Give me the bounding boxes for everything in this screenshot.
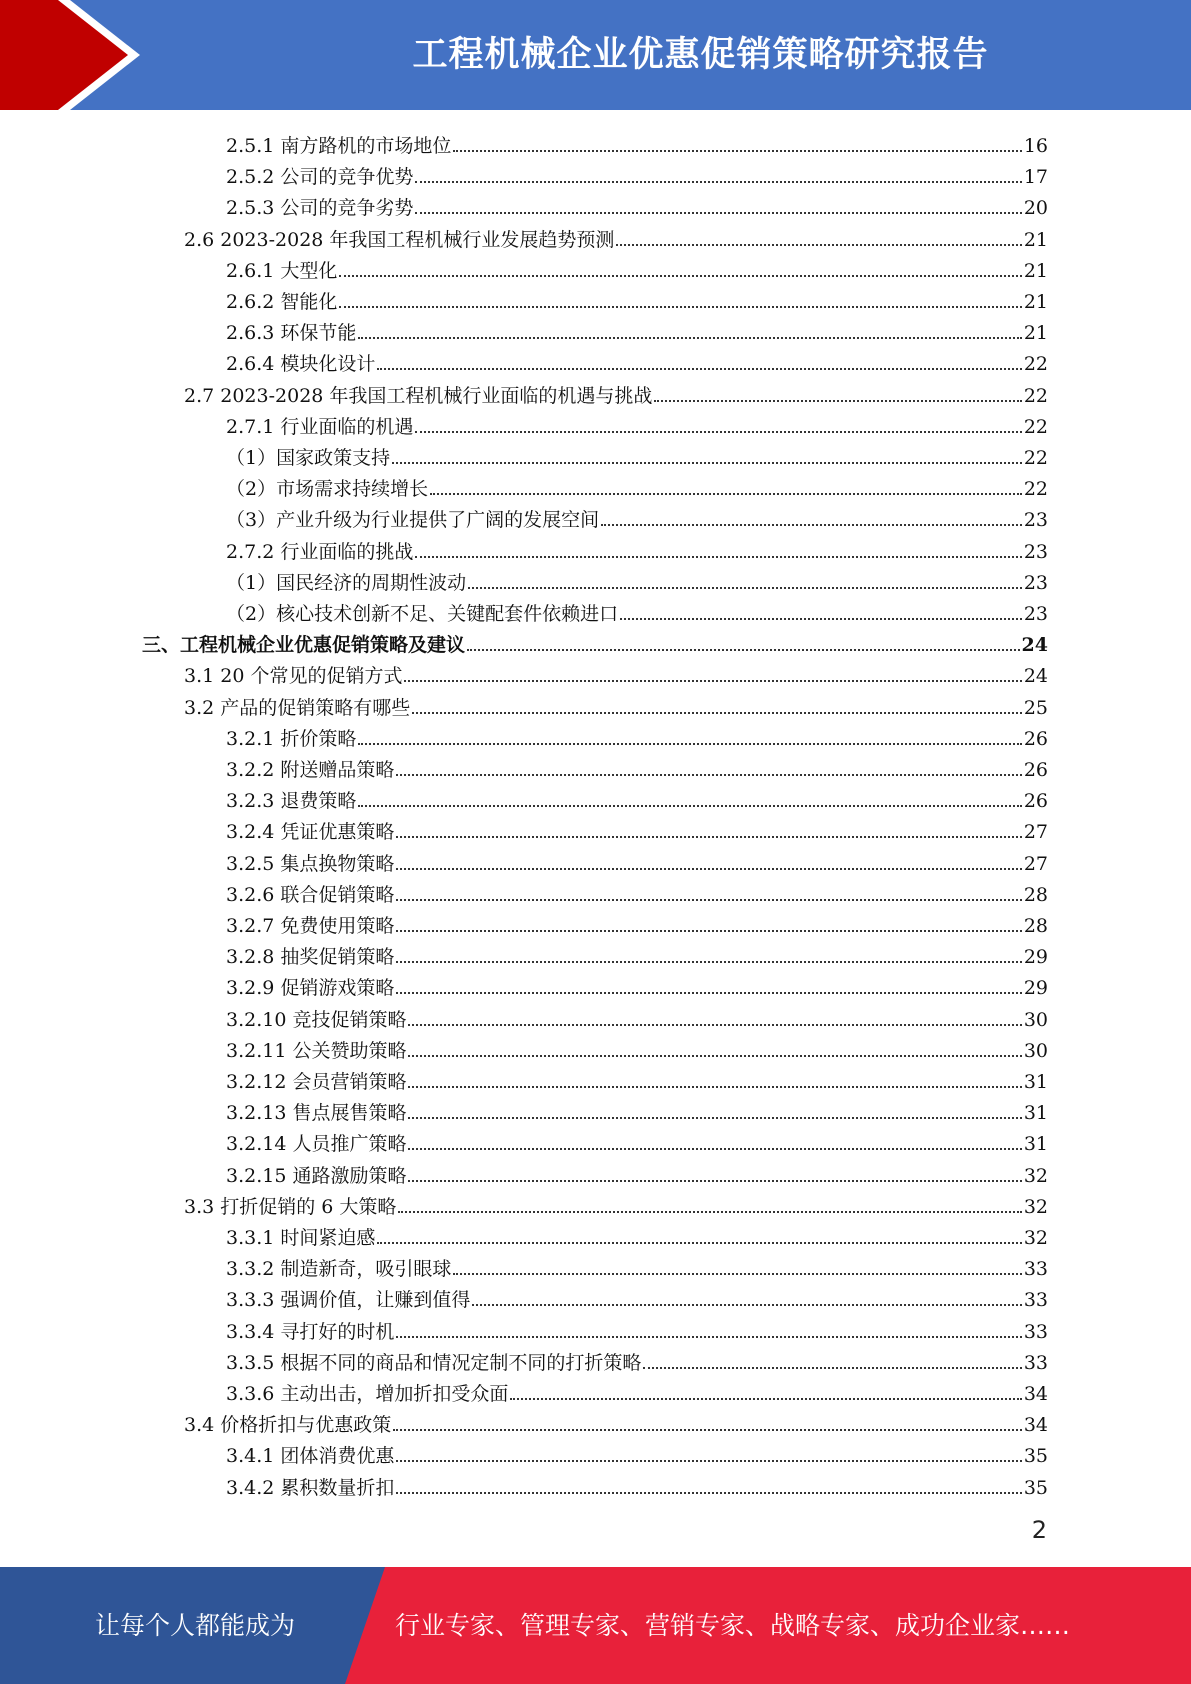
toc-entry-label: 3.2.5 集点换物策略 [226,852,395,875]
toc-dot-leader [408,1117,1021,1119]
toc-entry-page: 30 [1023,1008,1048,1031]
toc-entry[interactable] [184,657,1048,688]
toc-entry-label: 2.6.4 模块化设计 [226,353,376,376]
toc-entry[interactable] [226,1281,1048,1312]
toc-entry[interactable] [226,845,1048,876]
toc-entry[interactable] [226,189,1048,220]
toc-entry-label: 3.4.1 团体消费优惠 [226,1445,395,1468]
toc-entry-label: 3.3.1 时间紧迫感 [226,1227,376,1249]
toc-entry-label: 2.6 2023-2028 年我国工程机械行业发展趋势预测 [184,228,615,251]
toc-entry-page: 28 [1023,883,1048,906]
toc-entry[interactable] [226,1125,1048,1156]
toc-entry-label: 3.3.6 主动出击，增加折扣受众面 [226,1383,509,1405]
toc-dot-leader [415,212,1021,214]
toc-entry-label: 3.2.3 退费策略 [226,790,357,813]
toc-entry[interactable] [226,533,1048,564]
toc-dot-leader [412,712,1022,714]
toc-entry[interactable] [226,1032,1048,1063]
toc-dot-leader [398,1211,1021,1213]
toc-dot-leader [392,462,1022,464]
toc-entry[interactable] [226,439,1048,470]
toc-entry[interactable] [184,377,1048,408]
toc-dot-leader [377,1242,1021,1244]
toc-entry[interactable] [184,1188,1048,1219]
toc-entry[interactable] [226,1437,1048,1468]
toc-entry-label: （2）核心技术创新不足、关键配套件依赖进口 [226,603,619,625]
toc-entry[interactable] [226,1094,1048,1125]
toc-entry-label: 3.2.14 人员推广策略 [226,1133,407,1156]
toc-entry-page: 22 [1023,415,1048,438]
toc-dot-leader [404,680,1021,682]
toc-entry-label: 2.5.3 公司的竞争劣势 [226,197,414,220]
toc-dot-leader [601,524,1022,526]
toc-entry[interactable] [226,127,1048,158]
toc-entry-label: 3.3.2 制造新奇，吸引眼球 [226,1258,452,1281]
toc-entry-page: 26 [1023,790,1048,813]
toc-entry[interactable] [226,720,1048,751]
toc-entry[interactable] [142,626,1048,657]
toc-dot-leader [358,337,1021,339]
toc-dot-leader [510,1398,1021,1400]
toc-dot-leader [415,556,1021,558]
toc-entry-page: 21 [1023,322,1048,345]
toc-dot-leader [396,836,1021,838]
toc-entry-page: 26 [1023,727,1048,750]
toc-entry[interactable] [226,1001,1048,1032]
toc-entry-page: 20 [1023,197,1048,220]
toc-entry-page: 35 [1023,1445,1048,1468]
toc-entry-label: 2.6.2 智能化 [226,291,338,313]
toc-entry-page: 33 [1023,1289,1048,1312]
toc-entry-page: 29 [1023,946,1048,969]
toc-entry-label: 3.2.6 联合促销策略 [226,883,395,906]
toc-dot-leader [408,1086,1021,1088]
toc-entry[interactable] [226,283,1048,314]
toc-entry-label: 2.5.2 公司的竞争优势 [226,166,414,189]
toc-entry-label: 3.2.12 会员营销策略 [226,1071,407,1093]
footer-slogan-left: 让每个人都能成为 [94,1611,295,1640]
toc-dot-leader [393,1429,1022,1431]
report-title: 工程机械企业优惠促销策略研究报告 [412,35,989,75]
toc-entry-label: 3.2.9 促销游戏策略 [226,977,395,1000]
toc-entry-label: 三、工程机械企业优惠促销策略及建议 [142,634,466,657]
toc-entry[interactable] [184,1406,1048,1437]
toc-entry-label: 2.7.2 行业面临的挑战 [226,540,414,563]
toc-entry[interactable] [226,1250,1048,1281]
toc-dot-leader [408,1055,1021,1057]
toc-entry-page: 33 [1023,1258,1048,1281]
toc-entry-page: 34 [1023,1414,1048,1437]
toc-entry-label: （3）产业升级为行业提供了广阔的发展空间 [226,509,600,532]
toc-dot-leader [430,493,1022,495]
toc-entry[interactable] [226,1344,1048,1375]
toc-entry-label: 3.3.3 强调价值，让赚到值得 [226,1289,471,1312]
toc-entry-label: 2.6.3 环保节能 [226,322,357,345]
toc-dot-leader [408,1148,1021,1150]
toc-entry-page: 33 [1023,1320,1048,1343]
toc-entry-label: 3.3 打折促销的 6 大策略 [184,1195,397,1218]
toc-entry[interactable] [226,938,1048,969]
toc-entry[interactable] [226,751,1048,782]
toc-entry-page: 23 [1023,603,1048,625]
toc-entry-label: 3.2.8 抽奖促销策略 [226,946,395,969]
toc-entry-page: 21 [1023,291,1048,313]
toc-dot-leader [396,961,1021,963]
toc-dot-leader [468,587,1022,589]
toc-dot-leader [408,1024,1021,1026]
toc-dot-leader [396,1460,1021,1462]
toc-entry-label: （1）国民经济的周期性波动 [226,571,467,594]
toc-entry-page: 32 [1023,1227,1048,1249]
toc-entry[interactable] [226,1063,1048,1094]
toc-dot-leader [339,275,1021,277]
toc-entry-label: 3.2.15 通路激励策略 [226,1164,407,1187]
toc-entry-page: 21 [1023,228,1048,251]
toc-entry[interactable] [184,689,1048,720]
toc-entry-label: 3.1 20 个常见的促销方式 [184,665,403,688]
toc-dot-leader [396,1336,1021,1338]
toc-entry[interactable] [226,1313,1048,1344]
toc-entry-page: 26 [1023,759,1048,781]
toc-entry[interactable] [226,564,1048,595]
toc-entry-page: 31 [1023,1071,1048,1093]
page-header [0,0,1191,110]
toc-entry-label: 3.3.4 寻打好的时机 [226,1320,395,1343]
toc-entry-label: （1）国家政策支持 [226,447,391,469]
toc-dot-leader [396,868,1021,870]
toc-entry[interactable] [226,782,1048,813]
toc-entry-page: 23 [1023,571,1048,594]
toc-entry[interactable] [226,907,1048,938]
toc-entry-label: 3.2.13 售点展售策略 [226,1102,407,1125]
toc-entry[interactable] [226,158,1048,189]
toc-entry-page: 21 [1023,259,1048,282]
toc-dot-leader [408,1180,1021,1182]
toc-dot-leader [415,431,1021,433]
toc-entry-label: 3.4 价格折扣与优惠政策 [184,1414,392,1437]
toc-dot-leader [654,400,1021,402]
page-number: 2 [1031,1516,1047,1544]
toc-entry-label: 2.6.1 大型化 [226,259,338,282]
toc-entry-page: 35 [1023,1476,1048,1499]
toc-entry-page: 22 [1023,384,1048,407]
toc-entry[interactable] [226,813,1048,844]
header-arrow-decoration [0,0,170,110]
toc-entry-page: 16 [1023,135,1048,157]
toc-entry[interactable] [226,470,1048,501]
toc-entry-page: 17 [1023,166,1048,189]
toc-dot-leader [467,649,1020,651]
footer-slogan-right: 行业专家、管理专家、营销专家、战略专家、成功企业家…… [395,1611,1071,1640]
toc-entry[interactable] [226,501,1048,532]
toc-dot-leader [643,1367,1021,1369]
toc-entry-label: 3.2 产品的促销策略有哪些 [184,696,411,719]
toc-entry-page: 24 [1023,665,1048,688]
toc-entry-label: 3.2.1 折价策略 [226,727,357,750]
toc-entry-page: 31 [1023,1133,1048,1156]
toc-entry[interactable] [226,595,1048,626]
toc-entry-label: 3.2.4 凭证优惠策略 [226,821,395,844]
toc-entry[interactable] [226,969,1048,1000]
toc-entry-page: 23 [1023,540,1048,563]
toc-dot-leader [453,1273,1021,1275]
toc-dot-leader [358,805,1021,807]
toc-entry-page: 31 [1023,1102,1048,1125]
toc-entry[interactable] [226,1157,1048,1188]
toc-entry-page: 27 [1023,852,1048,875]
toc-dot-leader [616,244,1021,246]
toc-entry-page: 30 [1023,1039,1048,1062]
toc-entry-label: 2.5.1 南方路机的市场地位 [226,135,452,157]
toc-entry[interactable] [226,314,1048,345]
toc-entry-page: 27 [1023,821,1048,844]
toc-entry-page: 32 [1023,1164,1048,1187]
toc-dot-leader [396,1492,1021,1494]
toc-entry-label: 3.2.2 附送赠品策略 [226,759,395,781]
toc-entry[interactable] [184,221,1048,252]
toc-entry[interactable] [226,1375,1048,1406]
toc-entry-label: 3.2.7 免费使用策略 [226,915,395,937]
toc-entry[interactable] [226,252,1048,283]
toc-dot-leader [377,368,1021,370]
toc-entry-page: 22 [1023,447,1048,469]
toc-dot-leader [396,992,1021,994]
toc-dot-leader [472,1304,1021,1306]
toc-entry-label: 3.2.10 竞技促销策略 [226,1008,407,1031]
toc-dot-leader [396,899,1021,901]
toc-entry-label: 3.4.2 累积数量折扣 [226,1476,395,1499]
toc-entry[interactable] [226,1219,1048,1250]
toc-entry-label: 3.2.11 公关赞助策略 [226,1039,407,1062]
toc-entry-label: （2）市场需求持续增长 [226,478,429,501]
toc-entry-page: 29 [1023,977,1048,1000]
toc-entry[interactable] [226,1469,1048,1500]
toc-entry-page: 22 [1023,353,1048,376]
toc-entry-page: 25 [1023,696,1048,719]
toc-entry-page: 23 [1023,509,1048,532]
toc-entry[interactable] [226,876,1048,907]
toc-entry-label: 2.7.1 行业面临的机遇 [226,415,414,438]
toc-entry-page: 32 [1023,1195,1048,1218]
toc-dot-leader [339,306,1021,308]
toc-dot-leader [620,618,1022,620]
toc-entry-page: 34 [1023,1383,1048,1405]
toc-entry-page: 33 [1023,1351,1048,1374]
toc-dot-leader [396,930,1021,932]
toc-entry[interactable] [226,408,1048,439]
toc-entry[interactable] [226,345,1048,376]
toc-dot-leader [358,743,1021,745]
toc-dot-leader [453,150,1021,152]
toc-entry-page: 24 [1021,634,1048,657]
toc-dot-leader [396,774,1021,776]
toc-entry-page: 22 [1023,478,1048,501]
toc-entry-page: 28 [1023,915,1048,937]
page-footer [0,1567,1191,1684]
toc-dot-leader [415,181,1021,183]
toc-entry-label: 2.7 2023-2028 年我国工程机械行业面临的机遇与挑战 [184,384,653,407]
toc-entry-label: 3.3.5 根据不同的商品和情况定制不同的打折策略 [226,1351,642,1374]
